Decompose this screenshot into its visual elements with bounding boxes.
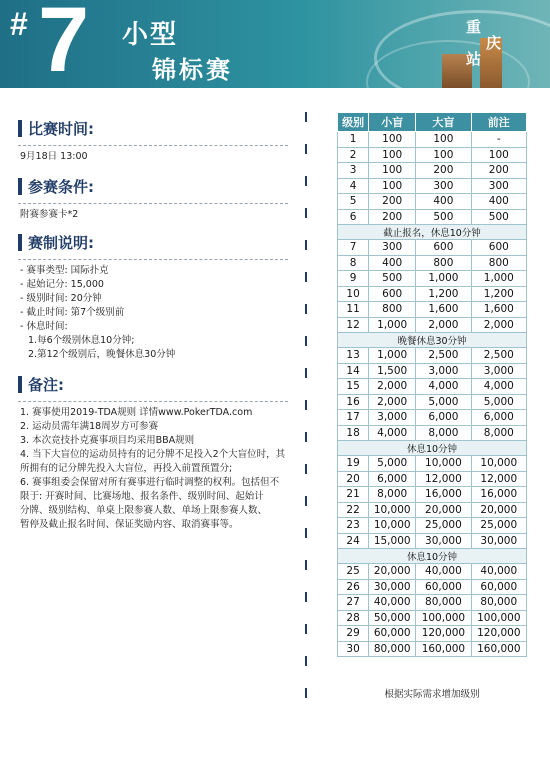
big-blind-cell: 5,000: [416, 394, 471, 410]
table-row: [338, 286, 527, 302]
city-char-2: 庆: [486, 34, 502, 52]
section-body: [20, 208, 288, 222]
big-blind-cell: 400: [416, 194, 471, 210]
text-line: 暂停及截止报名时间、保证奖励内容、取消赛事等。: [20, 519, 239, 530]
ante-cell: 80,000: [471, 595, 526, 611]
big-blind-cell: 25,000: [416, 518, 471, 534]
small-blind-cell: 600: [369, 286, 416, 302]
text-line: 限于: 开赛时间、比赛场地、报名条件、级别时间、起始计: [20, 491, 264, 502]
small-blind-cell: 20,000: [369, 564, 416, 580]
section-title: 比赛时间:: [28, 120, 94, 138]
table-row: [338, 194, 527, 210]
small-blind-cell: 100: [369, 147, 416, 163]
ante-cell: 2,500: [471, 348, 526, 364]
level-cell: 7: [338, 240, 369, 256]
level-cell: 28: [338, 610, 369, 626]
big-blind-cell: 300: [416, 178, 471, 194]
level-cell: 10: [338, 286, 369, 302]
header-big-blind: 大盲: [416, 113, 471, 132]
level-cell: 22: [338, 502, 369, 518]
ante-cell: 30,000: [471, 533, 526, 549]
table-row: [338, 348, 527, 364]
ante-cell: 5,000: [471, 394, 526, 410]
ante-cell: 200: [471, 163, 526, 179]
text-line: - 级别时间: 20分钟: [20, 293, 102, 304]
small-blind-cell: 2,000: [369, 379, 416, 395]
big-blind-cell: 100,000: [416, 610, 471, 626]
text-line: - 赛事类型: 国际扑克: [20, 265, 109, 276]
section-title: 备注:: [28, 376, 64, 394]
level-cell: 4: [338, 178, 369, 194]
small-blind-cell: 8,000: [369, 487, 416, 503]
table-row: [338, 132, 527, 148]
text-line: 分牌、级别结构、单桌上限参赛人数、单场上限参赛人数、: [20, 505, 268, 516]
table-row: [338, 595, 527, 611]
title-line-2: 锦标赛: [152, 56, 233, 84]
break-label: 休息10分钟: [338, 549, 527, 564]
level-cell: 1: [338, 132, 369, 148]
level-cell: 5: [338, 194, 369, 210]
ante-cell: 3,000: [471, 363, 526, 379]
big-blind-cell: 30,000: [416, 533, 471, 549]
text-line: 4. 当下大盲位的运动员持有的记分牌不足投入2个大盲位时，其: [20, 449, 286, 460]
small-blind-cell: 6,000: [369, 471, 416, 487]
big-blind-cell: 1,000: [416, 271, 471, 287]
table-row: [338, 471, 527, 487]
text-line: 附赛参赛卡*2: [20, 209, 79, 220]
level-cell: 29: [338, 626, 369, 642]
table-row: [338, 240, 527, 256]
level-cell: 3: [338, 163, 369, 179]
big-blind-cell: 200: [416, 163, 471, 179]
level-cell: 9: [338, 271, 369, 287]
header-level: 级别: [338, 113, 369, 132]
ante-cell: 6,000: [471, 410, 526, 426]
small-blind-cell: 60,000: [369, 626, 416, 642]
big-blind-cell: 3,000: [416, 363, 471, 379]
ante-cell: 16,000: [471, 487, 526, 503]
small-blind-cell: 5,000: [369, 456, 416, 472]
small-blind-cell: 1,000: [369, 348, 416, 364]
small-blind-cell: 200: [369, 194, 416, 210]
level-cell: 15: [338, 379, 369, 395]
small-blind-cell: 3,000: [369, 410, 416, 426]
section-time: [18, 118, 288, 164]
small-blind-cell: 10,000: [369, 518, 416, 534]
small-blind-cell: 300: [369, 240, 416, 256]
table-row: [338, 163, 527, 179]
level-cell: 27: [338, 595, 369, 611]
section-format: [18, 232, 288, 362]
section-marker: [18, 234, 22, 251]
table-row: [338, 425, 527, 441]
break-row: [338, 441, 527, 456]
ante-cell: 120,000: [471, 626, 526, 642]
text-line: 所拥有的记分牌先投入大盲位，再投入前置预置分;: [20, 463, 233, 474]
divider: [18, 401, 288, 402]
table-row: [338, 610, 527, 626]
level-cell: 19: [338, 456, 369, 472]
level-cell: 2: [338, 147, 369, 163]
level-cell: 8: [338, 255, 369, 271]
text-line: - 截止时间: 第7个级别前: [20, 307, 125, 318]
hash-symbol: #: [10, 6, 28, 42]
table-row: [338, 579, 527, 595]
small-blind-cell: 1,000: [369, 317, 416, 333]
event-number: 7: [38, 0, 90, 88]
table-row: [338, 518, 527, 534]
text-line: 1. 赛事使用2019-TDA规则 详情www.PokerTDA.com: [20, 407, 253, 418]
section-body: [20, 406, 288, 532]
ante-cell: 100: [471, 147, 526, 163]
text-line: - 起始记分: 15,000: [20, 279, 104, 290]
section-requirements: [18, 176, 288, 222]
blind-structure-table: [337, 112, 527, 657]
ante-cell: 1,000: [471, 271, 526, 287]
header-small-blind: 小盲: [369, 113, 416, 132]
section-marker: [18, 178, 22, 195]
table-row: [338, 502, 527, 518]
table-row: [338, 487, 527, 503]
level-cell: 21: [338, 487, 369, 503]
small-blind-cell: 30,000: [369, 579, 416, 595]
level-cell: 11: [338, 302, 369, 318]
table-row: [338, 317, 527, 333]
section-body: [20, 264, 288, 362]
ante-cell: -: [471, 132, 526, 148]
section-marker: [18, 376, 22, 393]
big-blind-cell: 2,500: [416, 348, 471, 364]
big-blind-cell: 20,000: [416, 502, 471, 518]
ante-cell: 600: [471, 240, 526, 256]
big-blind-cell: 100: [416, 132, 471, 148]
big-blind-cell: 800: [416, 255, 471, 271]
small-blind-cell: 50,000: [369, 610, 416, 626]
big-blind-cell: 60,000: [416, 579, 471, 595]
big-blind-cell: 4,000: [416, 379, 471, 395]
break-row: [338, 225, 527, 240]
small-blind-cell: 1,500: [369, 363, 416, 379]
level-cell: 24: [338, 533, 369, 549]
ante-cell: 2,000: [471, 317, 526, 333]
section-marker: [18, 120, 22, 137]
table-row: [338, 641, 527, 657]
section-title: 参赛条件:: [28, 178, 94, 196]
divider: [18, 203, 288, 204]
ante-cell: 8,000: [471, 425, 526, 441]
table-row: [338, 271, 527, 287]
small-blind-cell: 80,000: [369, 641, 416, 657]
break-label: 晚餐休息30分钟: [338, 333, 527, 348]
ante-cell: 1,600: [471, 302, 526, 318]
table-row: [338, 209, 527, 225]
ante-cell: 1,200: [471, 286, 526, 302]
level-cell: 16: [338, 394, 369, 410]
small-blind-cell: 100: [369, 178, 416, 194]
big-blind-cell: 120,000: [416, 626, 471, 642]
section-body: [20, 150, 288, 164]
ante-cell: 10,000: [471, 456, 526, 472]
big-blind-cell: 16,000: [416, 487, 471, 503]
table-body: [338, 132, 527, 657]
big-blind-cell: 500: [416, 209, 471, 225]
city-char-1: 重: [466, 18, 482, 36]
level-cell: 23: [338, 518, 369, 534]
divider: [18, 145, 288, 146]
text-line: 2. 运动员需年满18周岁方可参赛: [20, 421, 159, 432]
table-row: [338, 302, 527, 318]
level-cell: 30: [338, 641, 369, 657]
divider: [18, 259, 288, 260]
table-row: [338, 410, 527, 426]
small-blind-cell: 100: [369, 163, 416, 179]
table-row: [338, 394, 527, 410]
big-blind-cell: 600: [416, 240, 471, 256]
small-blind-cell: 500: [369, 271, 416, 287]
big-blind-cell: 80,000: [416, 595, 471, 611]
small-blind-cell: 40,000: [369, 595, 416, 611]
table-row: [338, 363, 527, 379]
level-cell: 17: [338, 410, 369, 426]
level-cell: 14: [338, 363, 369, 379]
text-line: 2.第12个级别后，晚餐休息30分钟: [28, 349, 176, 360]
level-cell: 12: [338, 317, 369, 333]
small-blind-cell: 15,000: [369, 533, 416, 549]
table-row: [338, 255, 527, 271]
big-blind-cell: 10,000: [416, 456, 471, 472]
section-notes: [18, 374, 288, 532]
level-cell: 6: [338, 209, 369, 225]
break-label: 休息10分钟: [338, 441, 527, 456]
break-label: 截止报名，休息10分钟: [338, 225, 527, 240]
small-blind-cell: 10,000: [369, 502, 416, 518]
text-line: - 休息时间:: [20, 321, 68, 332]
ante-cell: 40,000: [471, 564, 526, 580]
ante-cell: 25,000: [471, 518, 526, 534]
ante-cell: 100,000: [471, 610, 526, 626]
big-blind-cell: 8,000: [416, 425, 471, 441]
level-cell: 18: [338, 425, 369, 441]
ante-cell: 400: [471, 194, 526, 210]
big-blind-cell: 2,000: [416, 317, 471, 333]
big-blind-cell: 1,600: [416, 302, 471, 318]
level-cell: 20: [338, 471, 369, 487]
small-blind-cell: 400: [369, 255, 416, 271]
big-blind-cell: 40,000: [416, 564, 471, 580]
big-blind-cell: 6,000: [416, 410, 471, 426]
ante-cell: 20,000: [471, 502, 526, 518]
city-char-3: 站: [466, 50, 482, 68]
table-row: [338, 379, 527, 395]
ante-cell: 4,000: [471, 379, 526, 395]
level-cell: 13: [338, 348, 369, 364]
small-blind-cell: 800: [369, 302, 416, 318]
ante-cell: 300: [471, 178, 526, 194]
ante-cell: 800: [471, 255, 526, 271]
table-footnote: 根据实际需求增加级别: [384, 689, 480, 700]
table-row: [338, 533, 527, 549]
small-blind-cell: 2,000: [369, 394, 416, 410]
ante-cell: 12,000: [471, 471, 526, 487]
big-blind-cell: 160,000: [416, 641, 471, 657]
text-line: 6. 赛事组委会保留对所有赛事进行临时调整的权利。包括但不: [20, 477, 280, 488]
ante-cell: 500: [471, 209, 526, 225]
ante-cell: 60,000: [471, 579, 526, 595]
big-blind-cell: 1,200: [416, 286, 471, 302]
text-line: 3. 本次竞技扑克赛事项目均采用BBA规则: [20, 435, 195, 446]
small-blind-cell: 4,000: [369, 425, 416, 441]
title-line-1: 小型: [122, 20, 179, 50]
table-row: [338, 178, 527, 194]
header-ante: 前注: [471, 113, 526, 132]
break-row: [338, 549, 527, 564]
break-row: [338, 333, 527, 348]
table-row: [338, 626, 527, 642]
table-row: [338, 564, 527, 580]
table-row: [338, 456, 527, 472]
table-header-row: [338, 113, 527, 132]
big-blind-cell: 12,000: [416, 471, 471, 487]
level-cell: 26: [338, 579, 369, 595]
big-blind-cell: 100: [416, 147, 471, 163]
small-blind-cell: 200: [369, 209, 416, 225]
small-blind-cell: 100: [369, 132, 416, 148]
ante-cell: 160,000: [471, 641, 526, 657]
section-title: 赛制说明:: [28, 234, 94, 252]
dashed-column-divider: [305, 112, 307, 710]
text-line: 1.每6个级别休息10分钟;: [28, 335, 135, 346]
table-row: [338, 147, 527, 163]
level-cell: 25: [338, 564, 369, 580]
text-line: 9月18日 13:00: [20, 151, 88, 162]
header-banner: [0, 0, 550, 88]
